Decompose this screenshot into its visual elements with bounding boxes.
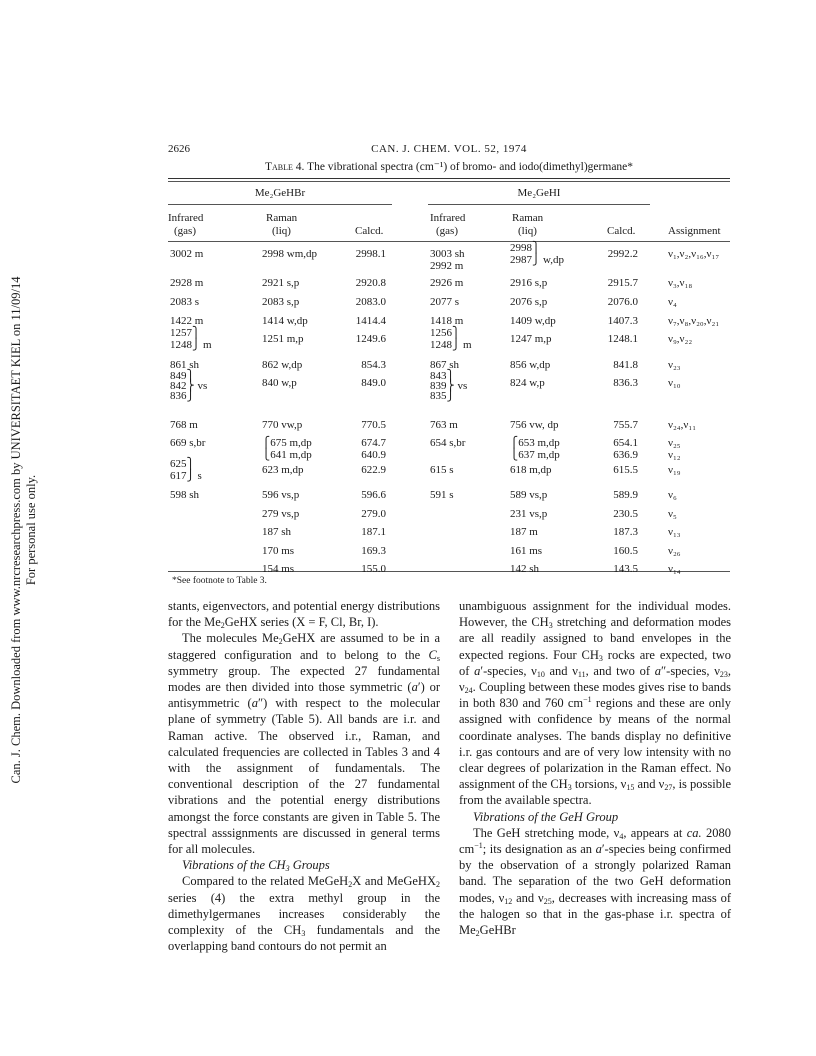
cell-ir-bromo: 1257⎫ 1248⎭ m [170, 327, 212, 351]
cell-assignment: ν₂₅ ν₁₂ [668, 437, 681, 461]
cell-calcd-iodo: 2076.0 [607, 296, 638, 308]
cell-raman-iodo: 856 w,dp [510, 359, 551, 371]
cell-ir-bromo: 669 s,br [170, 437, 206, 449]
cell-calcd-iodo: 1248.1 [607, 333, 638, 345]
cell-calcd-bromo: 155.0 [361, 563, 386, 575]
cell-assignment: ν₇,ν₈,ν₂₀,ν₂₁ [668, 315, 720, 327]
cell-calcd-bromo: 1249.6 [355, 333, 386, 345]
table-footnote: *See footnote to Table 3. [172, 576, 267, 586]
group-header-right: Me₂GeHI [517, 187, 561, 199]
cell-ir-iodo: 1256⎫ 1248⎭ m [430, 327, 472, 351]
cell-calcd-iodo: 143.5 [613, 563, 638, 575]
cell-ir-iodo: 2926 m [430, 277, 464, 289]
cell-calcd-iodo: 2992.2 [607, 248, 638, 260]
cell-ir-bromo: 3002 m [170, 248, 204, 260]
cell-calcd-bromo: 596.6 [361, 489, 386, 501]
cell-ir-iodo: 615 s [430, 464, 454, 476]
col-raman-left: Raman [266, 212, 298, 224]
cell-ir-bromo: 625⎫ 617⎭ s [170, 458, 202, 482]
cell-calcd-iodo: 615.5 [613, 464, 638, 476]
cell-assignment: ν₃,ν₁₈ [668, 277, 693, 289]
cell-calcd-bromo: 622.9 [361, 464, 386, 476]
cell-calcd-bromo: 2083.0 [355, 296, 386, 308]
col-raman-right-sub: (liq) [518, 225, 537, 237]
col-raman-left-sub: (liq) [272, 225, 291, 237]
table-caption-text: The vibrational spectra (cm⁻¹) of bromo- and iodo(dimethyl)germane* [307, 161, 634, 173]
cell-assignment: ν₁₃ [668, 526, 681, 538]
cell-assignment: ν₉,ν₂₂ [668, 333, 693, 345]
col-ir-left: Infrared [168, 212, 204, 224]
body-column-right [459, 598, 731, 938]
cell-ir-iodo: 654 s,br [430, 437, 466, 449]
table-caption-label: Table 4. [264, 161, 305, 173]
cell-assignment: ν₁₄ [668, 563, 681, 575]
cell-raman-iodo: 618 m,dp [510, 464, 552, 476]
body-column-left [168, 598, 440, 954]
col-ir-left-sub: (gas) [174, 225, 196, 237]
download-notice [2, 250, 46, 810]
cell-raman-iodo: 2998⎫ 2987⎭ w,dp [510, 242, 564, 266]
cell-raman-bromo: 2998 wm,dp [262, 248, 317, 260]
page-number: 2626 [168, 143, 190, 155]
cell-calcd-bromo: 169.3 [361, 545, 386, 557]
cell-raman-iodo: 589 vs,p [510, 489, 548, 501]
col-raman-right: Raman [512, 212, 544, 224]
table-bottom-rule [168, 571, 730, 572]
cell-calcd-bromo: 2998.1 [355, 248, 386, 260]
col-ir-right: Infrared [430, 212, 466, 224]
cell-raman-bromo: 187 sh [262, 526, 292, 538]
cell-raman-bromo: 840 w,p [262, 377, 297, 389]
cell-raman-iodo: 231 vs,p [510, 508, 548, 520]
col-ir-right-sub: (gas) [436, 225, 458, 237]
cell-ir-bromo: 2083 s [170, 296, 200, 308]
cell-ir-bromo: 861 sh [170, 359, 200, 371]
cell-calcd-iodo: 160.5 [613, 545, 638, 557]
cell-assignment: ν₂₆ [668, 545, 681, 557]
cell-calcd-bromo: 279.0 [361, 508, 386, 520]
cell-raman-iodo: 161 ms [510, 545, 543, 557]
cell-ir-iodo: 763 m [430, 419, 458, 431]
cell-raman-iodo: 1409 w,dp [510, 315, 556, 327]
left-paragraph-2: The molecules $Me_2GeHX$ are assumed to be in a staggered configuration and to belong to the $C_s$ symmetry group. The expected 27 fundamental modes are then divided into those symmetric (a′) or antisymmetric (a″) with respect to the molecular plane of symmetry (Table 5). All bands are i.r. and Raman active. The observed i.r., Raman, and calculated frequencies are collected in Tables 3 and 4 with the assignment of fundamentals. The conventional description of the 27 fundamental vibrations and the potential energy distributions amongst the force constants are given in Table 5. The spectral asssignments are discussed in general terms for all molecules. [168, 631, 440, 857]
group-header-left: Me₂GeHBr [254, 187, 306, 199]
cell-calcd-iodo: 230.5 [613, 508, 638, 520]
cell-calcd-iodo: 841.8 [613, 359, 638, 371]
left-paragraph-3: Compared to the related MeGeH$_2$X and MeGeHX$_2$ series (4) the extra methyl group in the dimethylgermanes increases considerably the complexity of the $CH_3$ fundamentals and the overlapping band contours do not permit an [168, 874, 440, 954]
cell-calcd-bromo: 770.5 [361, 419, 386, 431]
cell-assignment: ν₁,ν₂,ν₁₆,ν₁₇ [668, 248, 720, 260]
cell-calcd-iodo: 589.9 [613, 489, 638, 501]
cell-raman-iodo: ⎧653 m,dp ⎩637 m,dp [510, 437, 560, 461]
cell-raman-iodo: 2076 s,p [510, 296, 548, 308]
section-heading-ch3: Vibrations of the $CH_3$ Groups [182, 858, 330, 874]
section-heading-geh: Vibrations of the GeH Group [473, 809, 619, 824]
cell-ir-iodo: 2077 s [430, 296, 460, 308]
cell-calcd-bromo: 854.3 [361, 359, 386, 371]
download-notice-line2: For personal use only. [24, 474, 38, 586]
cell-raman-bromo: 2921 s,p [262, 277, 300, 289]
cell-raman-iodo: 1247 m,p [510, 333, 552, 345]
cell-ir-iodo: 843⎫ 839⎬ vs 835⎭ [430, 370, 468, 402]
col-calcd-right: Calcd. [607, 225, 636, 237]
cell-raman-bromo: 2083 s,p [262, 296, 300, 308]
cell-ir-bromo: 768 m [170, 419, 198, 431]
group-rule-left [168, 204, 392, 205]
table-top-rule-2 [168, 181, 730, 182]
cell-ir-bromo: 598 sh [170, 489, 200, 501]
group-rule-right [428, 204, 650, 205]
cell-calcd-bromo: 1414.4 [355, 315, 386, 327]
cell-raman-iodo: 142 sh [510, 563, 540, 575]
cell-raman-bromo: 596 vs,p [262, 489, 300, 501]
cell-calcd-iodo: 836.3 [613, 377, 638, 389]
left-paragraph-1: stants, eigenvectors, and potential energy distributions for the $Me_2GeHX$ series (X = F, Cl, Br, I). [168, 599, 440, 631]
cell-ir-bromo: 2928 m [170, 277, 204, 289]
cell-ir-bromo: 849⎫ 842⎬ vs 836⎭ [170, 370, 208, 402]
cell-assignment: ν₆ [668, 489, 677, 501]
cell-raman-bromo: 623 m,dp [262, 464, 304, 476]
download-notice-line1: Can. J. Chem. Downloaded from www.nrcresearchpress.com by UNIVERSITAET KIEL on 11/09/14 [9, 276, 23, 784]
cell-calcd-iodo: 187.3 [613, 526, 638, 538]
cell-calcd-iodo: 1407.3 [607, 315, 638, 327]
cell-calcd-bromo: 2920.8 [355, 277, 386, 289]
cell-calcd-iodo: 755.7 [613, 419, 638, 431]
right-paragraph-2: The GeH stretching mode, $\nu_4$, appears at ca. 2080 $cm^{-1}$; its designation as an a′-species being confirmed by the observation of a strongly polarized Raman band. The separation of the two GeH deformation modes, $\nu_{12}$ and $\nu_{25}$, decreases with increasing mass of the halogen so that in the gas-phase i.r. spectra of $Me_2GeHBr$ [459, 825, 731, 939]
cell-assignment: ν₁₀ [668, 377, 681, 389]
cell-assignment: ν₄ [668, 296, 677, 308]
table-caption [168, 159, 730, 173]
cell-calcd-bromo: 187.1 [361, 526, 386, 538]
cell-raman-bromo: 1251 m,p [262, 333, 304, 345]
cell-raman-bromo: 1414 w,dp [262, 315, 308, 327]
cell-raman-iodo: 824 w,p [510, 377, 545, 389]
cell-assignment: ν₂₃ [668, 359, 681, 371]
cell-calcd-bromo: 849.0 [361, 377, 386, 389]
cell-ir-bromo: 1422 m [170, 315, 204, 327]
cell-assignment: ν₂₄,ν₁₁ [668, 419, 697, 431]
cell-ir-iodo: 3003 sh 2992 m [430, 248, 465, 272]
journal-title: CAN. J. CHEM. VOL. 52, 1974 [371, 143, 527, 155]
table-top-rule [168, 178, 730, 179]
cell-raman-iodo: 187 m [510, 526, 538, 538]
cell-ir-iodo: 591 s [430, 489, 454, 501]
cell-assignment: ν₁₉ [668, 464, 681, 476]
right-paragraph-1: unambiguous assignment for the individual modes. However, the $CH_3$ stretching and deformation modes are all readily assigned to band envelopes in the expected regions. Four $CH_3$ rocks are expected, two of a′-species, $\nu_{10}$ and $\nu_{11}$, and two of a″-species, $\nu_{23}$, $\nu_{24}$. Coupling between these modes gives rise to bands in both 830 and 760 $cm^{-1}$ regions and these are only assigned with confidence by means of the normal coordinate analyses. The bands display no definitive i.r. gas contours and are of very low intensity with no clear degrees of polarization in the Raman effect. No assignment of the $CH_3$ torsions, $\nu_{15}$ and $\nu_{27}$, is possible from the available spectra. [459, 599, 732, 808]
cell-assignment: ν₅ [668, 508, 677, 520]
cell-calcd-iodo: 654.1 636.9 [613, 437, 638, 461]
cell-raman-iodo: 756 vw, dp [510, 419, 559, 431]
cell-raman-bromo: 770 vw,p [262, 419, 303, 431]
cell-ir-iodo: 1418 m [430, 315, 464, 327]
cell-calcd-iodo: 2915.7 [607, 277, 638, 289]
cell-raman-bromo: 170 ms [262, 545, 295, 557]
header-bottom-rule [168, 241, 730, 242]
col-assignment: Assignment [668, 225, 721, 237]
col-calcd-left: Calcd. [355, 225, 384, 237]
cell-raman-bromo: 279 vs,p [262, 508, 300, 520]
cell-raman-iodo: 2916 s,p [510, 277, 548, 289]
cell-ir-iodo: 867 sh [430, 359, 460, 371]
cell-raman-bromo: 154 ms [262, 563, 295, 575]
cell-raman-bromo: 862 w,dp [262, 359, 303, 371]
cell-raman-bromo: ⎧675 m,dp ⎩641 m,dp [262, 437, 312, 461]
cell-calcd-bromo: 674.7 640.9 [361, 437, 386, 461]
